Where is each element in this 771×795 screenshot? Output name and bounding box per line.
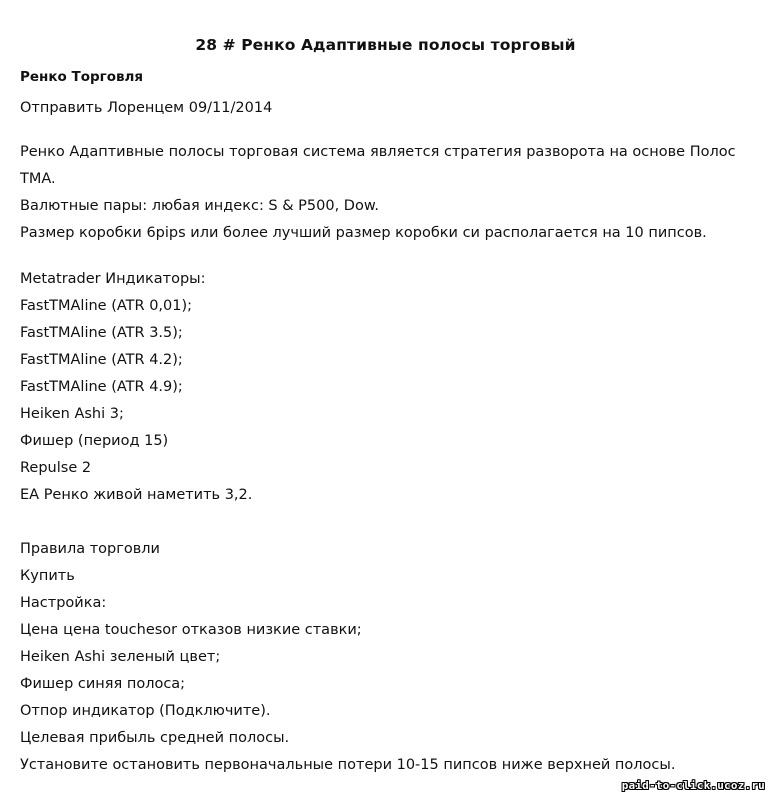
rule-item: Фишер синяя полоса; (20, 676, 186, 692)
rules-heading: Правила торговли (20, 541, 160, 557)
indicator-item: Фишер (период 15) (20, 433, 169, 449)
rule-item: Цена цена touchesor отказов низкие ставки; (20, 622, 362, 638)
document-title: 28 # Ренко Адаптивные полосы торговый (195, 36, 576, 54)
intro-line: Размер коробки 6pips или более лучший размер коробки си располагается на 10 пипсов. (20, 225, 707, 241)
indicator-item: FastTMAline (ATR 4.9); (20, 379, 183, 395)
indicator-item: EA Ренко живой наметить 3,2. (20, 487, 253, 503)
indicator-item: FastTMAline (ATR 0,01); (20, 298, 193, 314)
setup-heading: Настройка: (20, 595, 107, 611)
buy-heading: Купить (20, 568, 75, 584)
rule-item: Heiken Ashi зеленый цвет; (20, 649, 221, 665)
byline: Отправить Лоренцем 09/11/2014 (20, 100, 273, 116)
indicator-item: FastTMAline (ATR 4.2); (20, 352, 183, 368)
indicator-item: FastTMAline (ATR 3.5); (20, 325, 183, 341)
intro-line: Ренко Адаптивные полосы торговая система является стратегия разворота на основе Полос (20, 144, 736, 160)
watermark: paid-to-click.ucoz.ru (621, 779, 765, 792)
intro-line: Валютные пары: любая индекс: S & P500, Dow. (20, 198, 379, 214)
rule-item: Установите остановить первоначальные потери 10-15 пипсов ниже верхней полосы. (20, 757, 676, 773)
indicator-item: Repulse 2 (20, 460, 92, 476)
indicator-item: Heiken Ashi 3; (20, 406, 124, 422)
intro-line: TMA. (20, 171, 56, 187)
indicators-heading: Metatrader Индикаторы: (20, 271, 206, 287)
rule-item: Целевая прибыль средней полосы. (20, 730, 290, 746)
document-subtitle: Ренко Торговля (20, 69, 144, 85)
rule-item: Отпор индикатор (Подключите). (20, 703, 271, 719)
